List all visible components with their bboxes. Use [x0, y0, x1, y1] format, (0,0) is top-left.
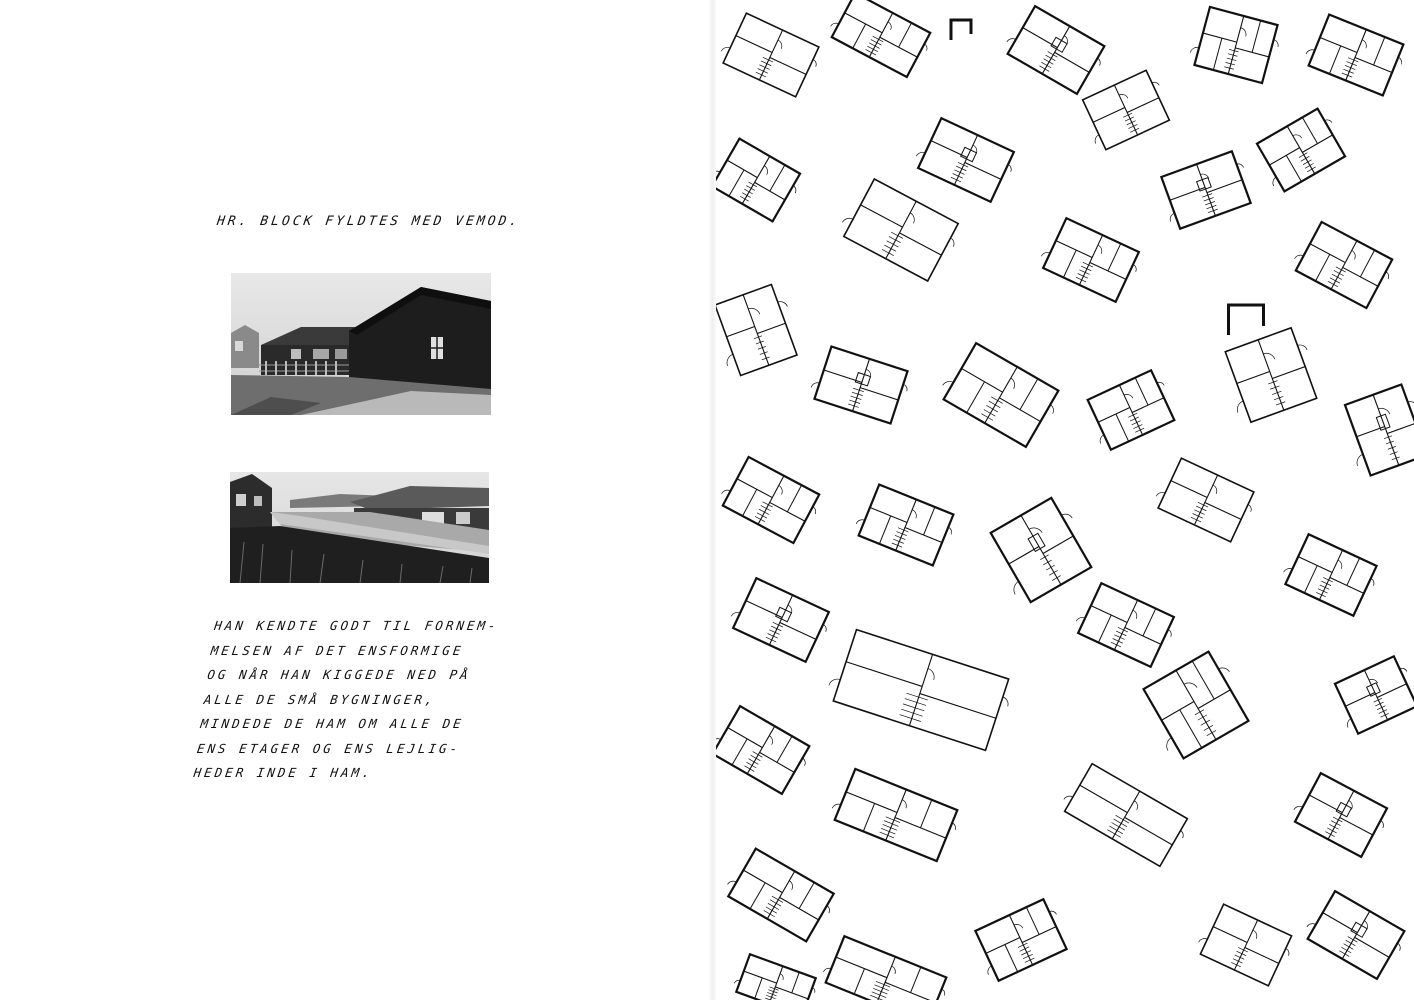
body-text: [192, 614, 500, 786]
floor-plan-icon: [1279, 531, 1381, 618]
floor-plan-icon: [969, 897, 1071, 984]
floor-plan-icon: [1217, 325, 1324, 425]
house-photo-1-image: [231, 273, 491, 415]
floor-plan-icon: [1290, 219, 1397, 311]
floor-plan-icon: [1194, 901, 1296, 988]
floor-plan-icon: [1002, 3, 1109, 97]
floor-plan-icon: [1289, 770, 1392, 859]
page-heading: HR. BLOCK FYLDTES MED VEMOD.: [215, 214, 522, 229]
floor-plan-icon: [982, 494, 1098, 607]
floor-plan-icon: [1229, 305, 1264, 335]
floor-plan-icon: [1302, 12, 1408, 97]
floor-plan-icon: [1082, 368, 1180, 453]
floor-plan-icon: [717, 10, 824, 99]
floor-plan-icon: [727, 575, 834, 664]
floor-plan-icon: [1187, 5, 1283, 84]
floor-plan-icon: [717, 454, 824, 546]
floor-plan-icon: [1155, 149, 1256, 230]
floor-plan-icon: [808, 344, 913, 425]
floor-plan-icon: [829, 766, 963, 863]
floor-plan-icon: [1152, 455, 1259, 544]
body-line: MINDEDE DE HAM OM ALLE DE: [199, 716, 465, 731]
body-line: ENS ETAGER OG ENS LEJLIG-: [196, 740, 462, 756]
body-line: ALLE DE SMÅ BYGNINGER,: [202, 691, 437, 707]
floor-plan-icon: [1135, 648, 1255, 764]
floor-plan-icon: [732, 953, 820, 1000]
body-line: HEDER INDE I HAM.: [192, 765, 374, 780]
floor-plan-icon: [825, 627, 1016, 753]
floor-plan-icon: [1302, 888, 1409, 982]
body-line: HAN KENDTE GODT TIL FORNEM-: [213, 618, 500, 633]
house-photo-1: [231, 273, 491, 415]
floor-plan-icon: [716, 135, 805, 224]
floor-plan-icon: [723, 845, 839, 944]
right-page: [716, 0, 1414, 1000]
floor-plan-icon: [716, 703, 814, 797]
floor-plan-icon: [837, 175, 964, 284]
house-photo-2: [230, 472, 489, 583]
floor-plan-icon: [1059, 760, 1192, 869]
floor-plan-icon: [1337, 382, 1414, 479]
house-photo-2-image: [230, 472, 489, 583]
body-line: OG NÅR HAN KIGGEDE NED PÅ: [206, 667, 472, 682]
floor-plan-icon: [1072, 580, 1179, 669]
floor-plan-icon: [937, 339, 1064, 450]
floor-plan-icon: [1329, 654, 1414, 736]
floor-plan-icon: [826, 0, 934, 79]
floor-plan-icon: [1251, 106, 1350, 195]
body-line: MELSEN AF DET ENSFORMIGE: [209, 642, 465, 658]
floor-plan-icon: [820, 934, 951, 1000]
floor-plan-icon: [852, 482, 958, 567]
floor-plan-icon: [1077, 68, 1175, 153]
floor-plan-icon: [951, 20, 971, 40]
floor-plan-icon: [1037, 215, 1144, 304]
floor-plans-pattern: [716, 0, 1414, 1000]
floor-plan-icon: [716, 282, 804, 379]
floor-plan-icon: [912, 115, 1019, 204]
